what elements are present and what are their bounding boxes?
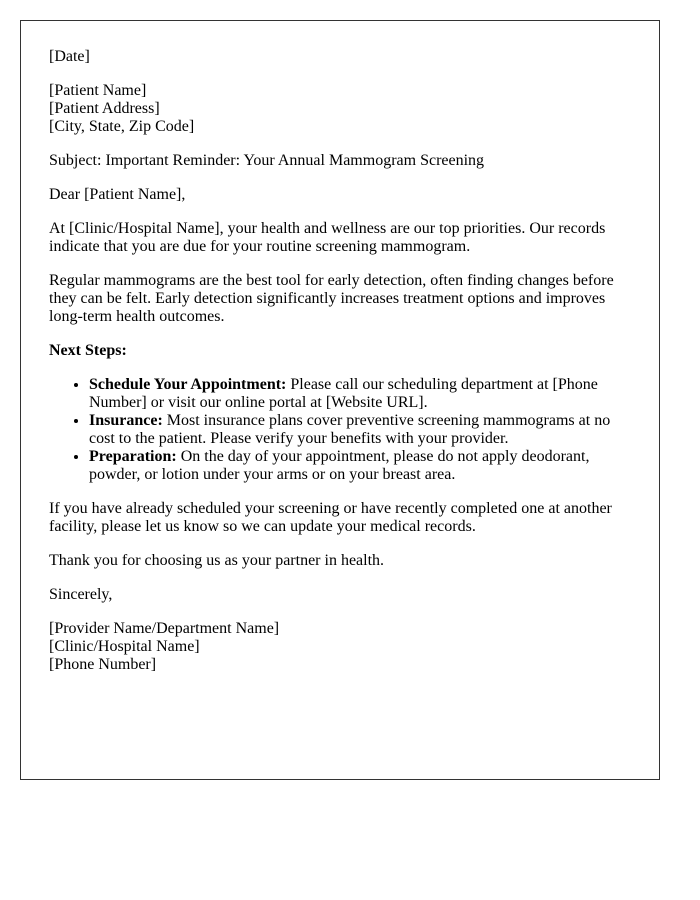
salutation: Dear [Patient Name], <box>49 186 186 203</box>
recipient-name: [Patient Name] <box>49 82 147 99</box>
letter-page <box>20 20 660 780</box>
recipient-city-state-zip: [City, State, Zip Code] <box>49 118 195 135</box>
closing-paragraph: If you have already scheduled your screening or have recently completed one at another facility, please let us know so we can update your medical records. <box>49 500 612 535</box>
sign-off: Sincerely, <box>49 586 113 603</box>
next-step-text: Most insurance plans cover preventive screening mammograms at no cost to the patient. Please verify your benefits with your provider. <box>89 412 611 447</box>
recipient-address-line: [Patient Address] <box>49 100 160 117</box>
next-step-label: Schedule Your Appointment: <box>89 376 287 393</box>
signature-phone: [Phone Number] <box>49 656 157 673</box>
recipient-address <box>49 82 631 136</box>
next-step-label: Preparation: <box>89 448 177 465</box>
signature-block <box>49 620 631 674</box>
next-step-item <box>89 448 631 484</box>
subject-line: Subject: Important Reminder: Your Annual Mammogram Screening <box>49 152 485 169</box>
next-steps-list <box>49 376 631 484</box>
signature-provider: [Provider Name/Department Name] <box>49 620 280 637</box>
next-step-text: Please call our scheduling department at [Phone Number] or visit our online portal at [Website URL]. <box>89 376 598 411</box>
next-step-label: Insurance: <box>89 412 163 429</box>
body-paragraph: At [Clinic/Hospital Name], your health and wellness are our top priorities. Our records indicate that you are due for your routine screening mammogram. <box>49 220 606 255</box>
closing-paragraph: Thank you for choosing us as your partner in health. <box>49 552 385 569</box>
next-steps-heading: Next Steps: <box>49 342 127 359</box>
next-step-item <box>89 376 631 412</box>
date: [Date] <box>49 48 90 65</box>
next-step-text: On the day of your appointment, please do not apply deodorant, powder, or lotion under your arms or on your breast area. <box>89 448 590 483</box>
body-paragraph: Regular mammograms are the best tool for early detection, often finding changes before they can be felt. Early detection significantly increases treatment options and improves long-term health outcomes. <box>49 272 614 325</box>
next-step-item <box>89 412 631 448</box>
signature-clinic: [Clinic/Hospital Name] <box>49 638 200 655</box>
